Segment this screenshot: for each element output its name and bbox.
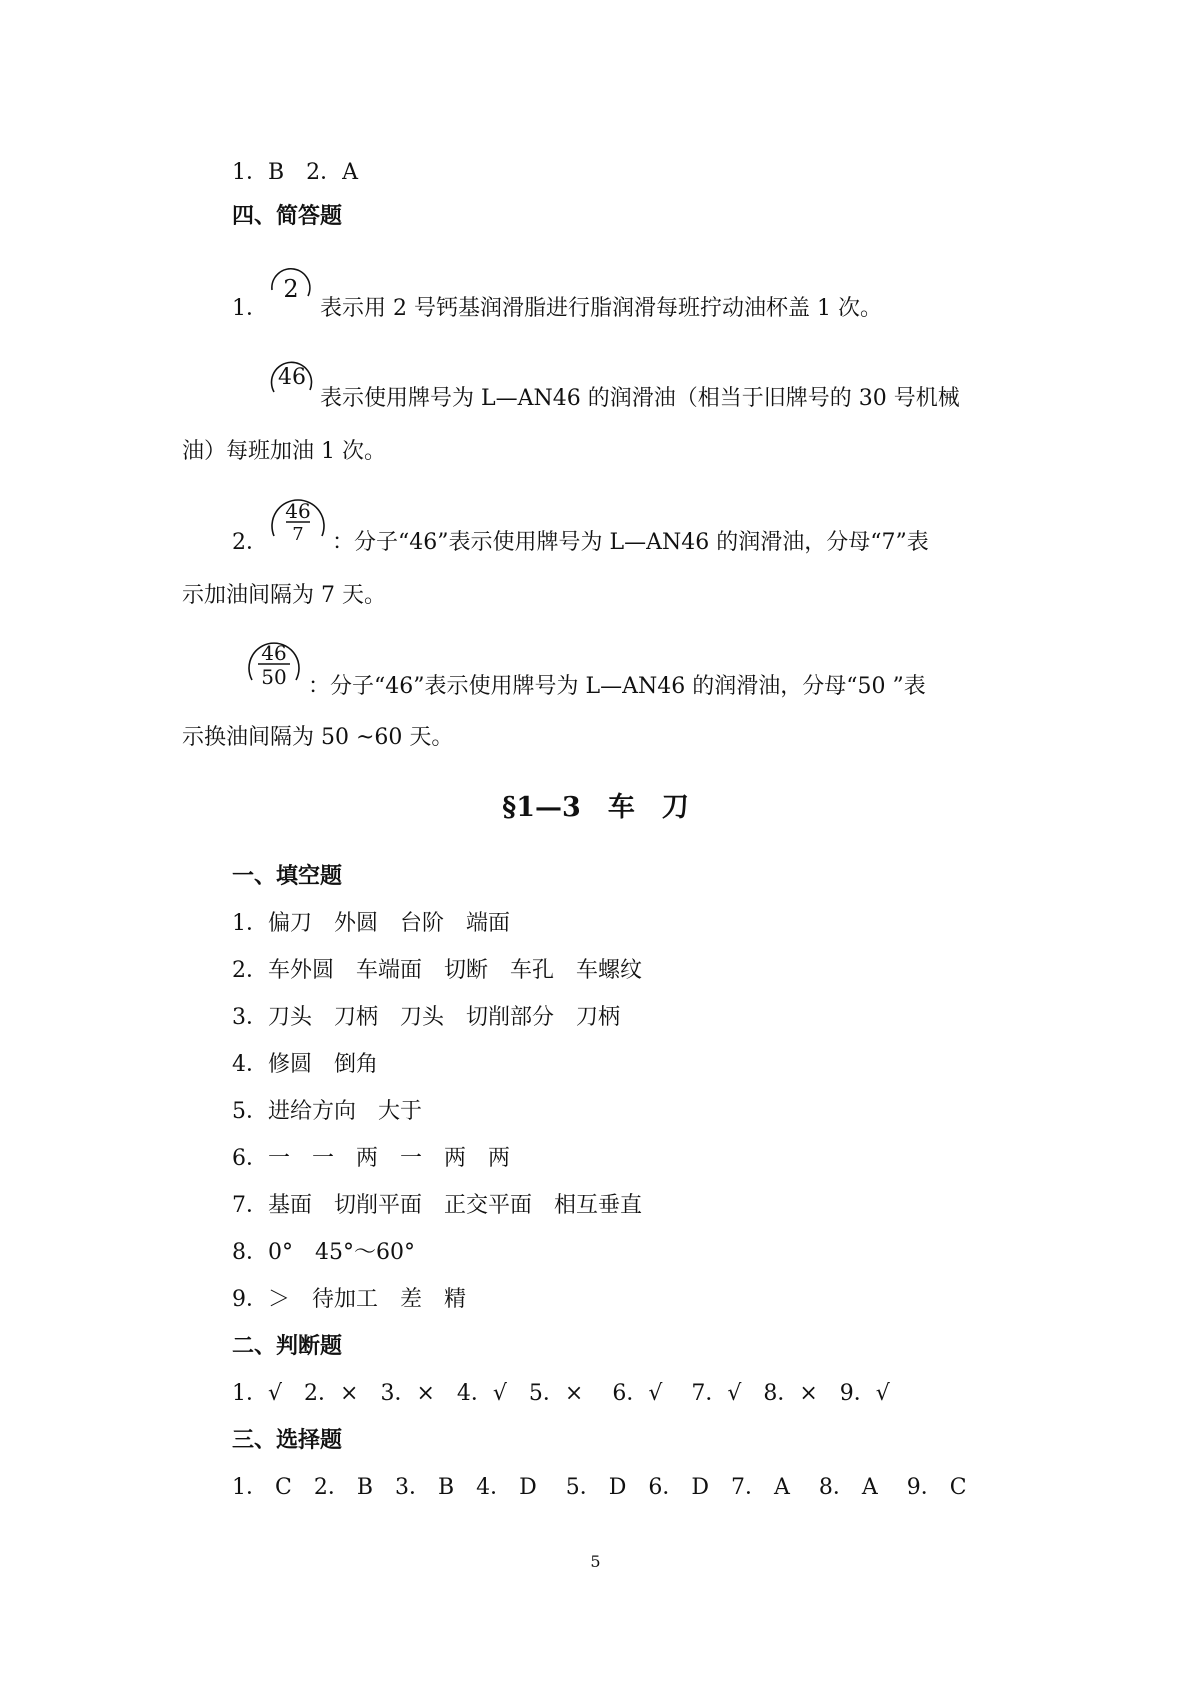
fill-item-2: 2．车外圆 车端面 切断 车孔 车螺纹 <box>232 958 642 983</box>
lubrication-symbol-2 <box>268 266 314 312</box>
q1-line-3: 油）每班加油 1 次。 <box>182 439 386 464</box>
fill-item-1: 1．偏刀 外圆 台阶 端面 <box>232 911 510 936</box>
choice-heading: 三、选择题 <box>232 1428 343 1453</box>
q2-number: 2． <box>232 530 268 555</box>
page-number: 5 <box>590 1552 601 1571</box>
symbol-text: 2 <box>283 275 299 303</box>
symbol-text: 46 <box>278 365 306 390</box>
section-title: §1—3 车 刀 <box>502 792 689 823</box>
short-answer-heading: 四、简答题 <box>232 204 343 229</box>
prev-choice-answers: 1．B 2．A <box>232 160 359 185</box>
judge-answers: 1．√ 2．× 3．× 4．√ 5．× 6．√ 7．√ 8．× 9．√ <box>232 1381 890 1406</box>
symbol-denominator: 7 <box>292 524 304 545</box>
fill-item-7: 7．基面 切削平面 正交平面 相互垂直 <box>232 1193 642 1218</box>
q1-number: 1． <box>232 296 268 321</box>
fill-item-8: 8．0° 45°～60° <box>232 1240 415 1265</box>
fill-item-4: 4．修圆 倒角 <box>232 1052 378 1077</box>
symbol-numerator: 46 <box>285 499 311 523</box>
q1-line-2: 表示使用牌号为 L—AN46 的润滑油（相当于旧牌号的 30 号机械 <box>320 386 960 411</box>
fill-item-5: 5．进给方向 大于 <box>232 1099 422 1124</box>
q2-line-1: ：分子“46”表示使用牌号为 L—AN46 的润滑油，分母“7”表 <box>332 530 929 555</box>
fill-item-3: 3．刀头 刀柄 刀头 切削部分 刀柄 <box>232 1005 620 1030</box>
q2-line-4: 示换油间隔为 50 ~60 天。 <box>182 725 454 750</box>
q1-line-1: 表示用 2 号钙基润滑脂进行脂润滑每班拧动油杯盖 1 次。 <box>320 296 882 321</box>
lubrication-symbol-46-50 <box>244 634 304 694</box>
q2-line-3: ：分子“46”表示使用牌号为 L—AN46 的润滑油，分母“50 ”表 <box>308 674 926 699</box>
lubrication-symbol-46-7 <box>268 492 328 552</box>
lubrication-symbol-46 <box>268 352 316 400</box>
q2-line-2: 示加油间隔为 7 天。 <box>182 583 386 608</box>
fill-item-9: 9．＞ 待加工 差 精 <box>232 1287 466 1312</box>
symbol-denominator: 50 <box>261 665 287 689</box>
fill-item-6: 6．一 一 两 一 两 两 <box>232 1146 510 1171</box>
symbol-numerator: 46 <box>261 641 287 665</box>
judge-heading: 二、判断题 <box>232 1334 343 1359</box>
fill-heading: 一、填空题 <box>232 864 343 889</box>
choice-answers: 1． C 2． B 3． B 4． D 5． D 6． D 7． A 8． A 9． C <box>232 1475 967 1500</box>
